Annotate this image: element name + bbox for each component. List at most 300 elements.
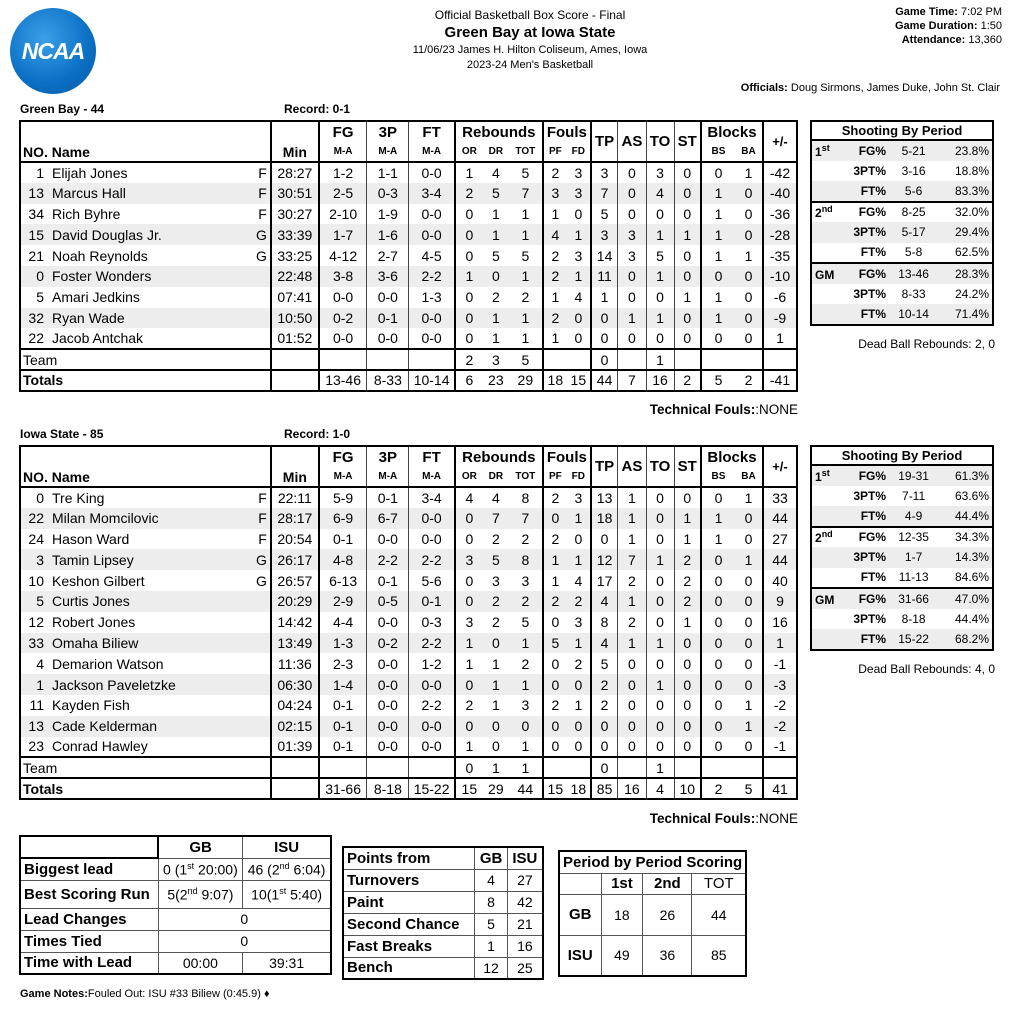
tech-value: :NONE: [755, 402, 798, 417]
player-min: 33:25: [271, 245, 319, 266]
period-score: 26: [643, 894, 692, 935]
player-fg: 6-9: [319, 508, 367, 529]
col-blocks: Blocks: [701, 446, 763, 467]
sbp-pct: 24.2%: [954, 286, 989, 301]
col-ft: FT: [409, 121, 455, 142]
player-to: 1: [646, 266, 674, 287]
player-plus-minus: -40: [763, 183, 797, 204]
player-fg: 4-4: [319, 612, 367, 633]
sbp-made-att: 31-66: [889, 588, 938, 609]
totals-dr: 23: [483, 370, 509, 391]
player-3p: 0-0: [367, 653, 409, 674]
sbp-pct: 29.4%: [954, 225, 989, 240]
team-to: 1: [646, 757, 674, 778]
sbp-made-att: 5-21: [901, 143, 926, 158]
player-pf: 2: [543, 162, 567, 183]
player-to: 1: [646, 674, 674, 695]
points-from-row: [343, 935, 543, 957]
lead-table: [19, 835, 332, 975]
player-fg: 0-2: [319, 308, 367, 329]
col-min-top: [271, 121, 319, 142]
player-ba: 0: [744, 205, 753, 222]
player-fd: 4: [574, 572, 583, 589]
player-st: 2: [674, 549, 701, 570]
player-name: Tre King: [52, 489, 105, 506]
player-bs: 1: [701, 245, 735, 266]
player-ba: 0: [744, 572, 753, 589]
sbp-stat: 3PT%: [853, 225, 887, 240]
sbp-pct: 18.8%: [954, 163, 989, 178]
player-min: 30:51: [271, 183, 319, 204]
player-fg: 0-1: [319, 695, 367, 716]
player-3p: 1-9: [367, 204, 409, 225]
player-row: [20, 487, 797, 508]
sbp-period-num: 2: [815, 531, 822, 546]
player-ba: 0: [744, 268, 753, 285]
player-as: 3: [618, 224, 646, 245]
player-number: 1: [36, 164, 44, 181]
officials-label: Officials:: [740, 82, 788, 94]
player-fd: 0: [574, 309, 583, 326]
totals-to: 4: [646, 778, 674, 799]
player-min: 28:17: [271, 508, 319, 529]
player-st: 0: [674, 245, 701, 266]
team-row-label: Team: [20, 349, 271, 370]
player-ft: 0-0: [409, 716, 455, 737]
col-blank: [20, 121, 271, 142]
times-tied-value: 0: [158, 930, 331, 952]
sbp-made-att: 13-46: [889, 263, 938, 284]
points-from-col-isu: ISU: [507, 847, 543, 869]
player-tp: 0: [591, 328, 618, 349]
period-score: 49: [601, 935, 643, 976]
totals-as: 7: [618, 370, 646, 391]
totals-st: 10: [674, 778, 701, 799]
player-ft: 4-5: [409, 245, 455, 266]
player-name-cell: [50, 653, 271, 674]
player-st: 0: [674, 674, 701, 695]
player-or: 1: [455, 737, 483, 758]
player-name: Foster Wonders: [52, 268, 152, 285]
tech-label: Technical Fouls:: [649, 811, 756, 826]
player-fg: 2-3: [319, 653, 367, 674]
player-min: 06:30: [271, 674, 319, 695]
sbp-stat: FG%: [837, 588, 889, 609]
sbp-stat: FG%: [858, 143, 887, 158]
player-row: [20, 183, 797, 204]
player-name: Jacob Antchak: [52, 330, 144, 347]
player-name-cell: [50, 287, 271, 308]
sbp-stat: 3PT%: [853, 550, 887, 565]
player-or: 3: [455, 549, 483, 570]
player-to: 0: [646, 612, 674, 633]
player-dr: 4: [491, 489, 500, 506]
player-to: 0: [646, 529, 674, 550]
period-scoring-table: [558, 850, 747, 977]
player-dr: 0: [491, 634, 500, 651]
totals-ft: 15-22: [409, 778, 455, 799]
player-tot: 5: [521, 247, 530, 264]
player-min: 20:29: [271, 591, 319, 612]
player-or: 4: [455, 487, 483, 508]
totals-ba: 2: [735, 370, 763, 391]
team-tot: 1: [509, 757, 543, 778]
player-as: 0: [618, 287, 646, 308]
player-name-cell: [50, 716, 271, 737]
points-from-row: [343, 913, 543, 935]
player-to: 0: [646, 328, 674, 349]
player-or: 0: [455, 287, 483, 308]
col-plus-minus: +/-: [763, 121, 797, 162]
period-score: 18: [601, 894, 643, 935]
player-min: 22:11: [271, 487, 319, 508]
sbp-period: [811, 609, 837, 630]
player-bs: 0: [701, 674, 735, 695]
sbp-row: [811, 263, 993, 284]
player-3p: 3-6: [367, 266, 409, 287]
player-st: 1: [674, 287, 701, 308]
player-st: 1: [674, 612, 701, 633]
player-ft: 0-0: [409, 204, 455, 225]
player-name-cell: [50, 328, 271, 349]
sbp-row: [811, 465, 993, 486]
game-notes: [20, 988, 270, 1000]
sbp-row: [811, 304, 993, 325]
player-fd: 3: [574, 489, 583, 506]
player-ft: 2-2: [409, 549, 455, 570]
totals-fd: 18: [567, 778, 591, 799]
player-tot: 2: [521, 655, 530, 672]
player-row: [20, 716, 797, 737]
sbp-row: [811, 284, 993, 305]
sbp-period-num: 1: [815, 469, 822, 484]
col-to: TO: [646, 121, 674, 162]
player-ba: 1: [744, 247, 753, 264]
player-position: G: [255, 226, 267, 243]
totals-tp: 44: [591, 370, 618, 391]
player-fg: 0-1: [319, 529, 367, 550]
player-fg: 4-12: [319, 245, 367, 266]
attendance-label: Attendance:: [901, 34, 966, 46]
player-as: 1: [618, 508, 646, 529]
player-name-cell: [50, 204, 271, 225]
player-name-cell: [50, 695, 271, 716]
player-st: 0: [674, 183, 701, 204]
player-ba: 1: [744, 551, 753, 568]
game-notes-text: Fouled Out: ISU #33 Biliew (0:45.9) ♦: [87, 988, 270, 1000]
player-pf: 0: [543, 716, 567, 737]
player-ba: 0: [744, 510, 753, 527]
sbp-pct: 68.2%: [954, 631, 989, 646]
player-as: 0: [618, 162, 646, 183]
sbp-row: [811, 243, 993, 264]
player-plus-minus: 44: [763, 549, 797, 570]
player-or: 0: [455, 508, 483, 529]
player-tp: 12: [591, 549, 618, 570]
sbp-pct: 23.8%: [954, 143, 989, 158]
period-scoring-row: [559, 935, 746, 976]
player-position: G: [255, 247, 267, 264]
player-pf: 1: [543, 204, 567, 225]
points-from-isu: 25: [507, 957, 543, 979]
sbp-period: [811, 202, 837, 223]
player-to: 0: [646, 487, 674, 508]
player-to: 5: [646, 245, 674, 266]
isu-record: Record: 1-0: [284, 427, 351, 441]
player-number: 24: [28, 530, 44, 547]
sbp-stat: FG%: [837, 263, 889, 284]
team-tot: 5: [509, 349, 543, 370]
isu-team-name: Iowa State - 85: [20, 427, 104, 441]
player-number: 0: [36, 268, 44, 285]
player-or: 3: [455, 612, 483, 633]
points-from-category: Bench: [343, 957, 475, 979]
player-tp: 18: [591, 508, 618, 529]
totals-label: Totals: [20, 370, 271, 391]
player-plus-minus: -36: [763, 204, 797, 225]
player-to: 3: [646, 162, 674, 183]
game-time-label: Game Time:: [895, 6, 958, 18]
biggest-lead-label: Biggest lead: [20, 858, 158, 880]
player-dr: 1: [491, 655, 500, 672]
player-name-cell: [50, 224, 271, 245]
player-3p: 0-1: [367, 308, 409, 329]
player-bs: 0: [701, 549, 735, 570]
player-plus-minus: -2: [763, 695, 797, 716]
lead-blank: [20, 836, 158, 858]
player-bs: 0: [701, 653, 735, 674]
player-bs: 0: [701, 328, 735, 349]
points-from-isu: 16: [507, 935, 543, 957]
player-dr: 1: [491, 330, 500, 347]
player-row: [20, 328, 797, 349]
player-tp: 0: [591, 308, 618, 329]
player-min: 11:36: [271, 653, 319, 674]
player-row: [20, 612, 797, 633]
col-fg: FG: [319, 446, 367, 467]
player-number: 23: [28, 738, 44, 755]
player-min: 02:15: [271, 716, 319, 737]
sbp-row: [811, 568, 993, 589]
player-bs: 0: [701, 737, 735, 758]
player-dr: 1: [491, 676, 500, 693]
player-3p: 0-5: [367, 591, 409, 612]
player-tp: 2: [591, 695, 618, 716]
gb-shooting-by-period: [810, 120, 994, 326]
player-ft: 0-0: [409, 224, 455, 245]
sbp-pct: 28.3%: [938, 263, 993, 284]
player-ba: 0: [744, 226, 753, 243]
time-with-lead-label: Time with Lead: [20, 952, 158, 974]
player-ft: 0-1: [409, 591, 455, 612]
sbp-pct: 47.0%: [938, 588, 993, 609]
sbp-period-num: 1: [815, 144, 822, 159]
totals-fg: 13-46: [319, 370, 367, 391]
team-row: [20, 349, 797, 370]
player-ba: 0: [744, 676, 753, 693]
col-ft-ma: M-A: [409, 142, 455, 162]
gb-dead-ball-rebounds: Dead Ball Rebounds: 2, 0: [858, 337, 995, 351]
player-fd: 2: [574, 593, 583, 610]
player-name-cell: [50, 549, 271, 570]
player-name-cell: [50, 487, 271, 508]
player-3p: 0-0: [367, 612, 409, 633]
player-as: 0: [618, 328, 646, 349]
player-pf: 1: [543, 549, 567, 570]
player-ba: 1: [744, 489, 753, 506]
totals-ft: 10-14: [409, 370, 455, 391]
player-tp: 7: [591, 183, 618, 204]
player-fd: 3: [574, 247, 583, 264]
player-ft: 1-3: [409, 287, 455, 308]
player-position: F: [258, 489, 267, 506]
player-tp: 1: [591, 287, 618, 308]
player-ba: 1: [744, 164, 753, 181]
player-3p: 0-1: [367, 487, 409, 508]
points-from-gb: 4: [475, 869, 507, 891]
season-label: 2023-24 Men's Basketball: [466, 59, 594, 71]
player-tp: 4: [591, 633, 618, 654]
sbp-period: [811, 547, 837, 568]
points-from-col-gb: GB: [475, 847, 507, 869]
sbp-period: [811, 588, 837, 609]
sbp-period-suffix: st: [821, 142, 830, 153]
officials-names: Doug Sirmons, James Duke, John St. Clair: [790, 82, 1000, 94]
best-run-label: Best Scoring Run: [20, 880, 158, 908]
player-as: 0: [618, 674, 646, 695]
player-dr: 5: [491, 551, 500, 568]
col-tp: TP: [591, 446, 618, 487]
player-name-cell: [50, 162, 271, 183]
player-fg: 3-8: [319, 266, 367, 287]
player-as: 1: [618, 633, 646, 654]
player-dr: 0: [491, 718, 500, 735]
player-fd: 3: [574, 614, 583, 631]
player-fg: 0-1: [319, 737, 367, 758]
sbp-stat: 3PT%: [853, 163, 887, 178]
player-name-cell: [50, 308, 271, 329]
player-st: 0: [674, 204, 701, 225]
player-ft: 0-3: [409, 612, 455, 633]
player-dr: 1: [491, 309, 500, 326]
player-st: 0: [674, 162, 701, 183]
player-bs: 0: [701, 716, 735, 737]
player-3p: 0-0: [367, 529, 409, 550]
points-from-row: [343, 891, 543, 913]
col-3p-ma: M-A: [367, 142, 409, 162]
player-bs: 0: [701, 570, 735, 591]
sbp-period-suffix: nd: [821, 529, 833, 540]
player-plus-minus: 40: [763, 570, 797, 591]
player-number: 10: [28, 572, 44, 589]
player-or: 1: [455, 633, 483, 654]
player-as: 0: [618, 653, 646, 674]
sbp-period: [811, 284, 837, 305]
player-min: 10:50: [271, 308, 319, 329]
totals-fd: 15: [567, 370, 591, 391]
player-row: [20, 308, 797, 329]
player-ba: 0: [744, 289, 753, 306]
player-name: David Douglas Jr.: [52, 226, 162, 243]
player-number: 12: [28, 614, 44, 631]
sbp-stat: FT%: [860, 306, 887, 321]
player-as: 1: [618, 591, 646, 612]
player-name-cell: [50, 737, 271, 758]
totals-or: 15: [455, 778, 483, 799]
player-to: 0: [646, 204, 674, 225]
col-rebounds: Rebounds: [455, 446, 543, 467]
player-row: [20, 245, 797, 266]
player-ft: 0-0: [409, 162, 455, 183]
team-dr: 3: [483, 349, 509, 370]
tech-label: Technical Fouls:: [649, 402, 756, 417]
player-tot: 2: [521, 593, 530, 610]
sbp-made-att: 4-9: [904, 508, 923, 523]
col-3p-ma: M-A: [367, 467, 409, 487]
col-bs: BS: [701, 467, 735, 487]
player-ba: 0: [744, 309, 753, 326]
player-tp: 5: [591, 204, 618, 225]
player-3p: 0-0: [367, 328, 409, 349]
sbp-period: [811, 506, 837, 527]
player-tot: 5: [521, 614, 530, 631]
sbp-period: [811, 304, 837, 325]
player-fd: 1: [574, 226, 583, 243]
player-or: 0: [455, 674, 483, 695]
time-with-lead-isu: 39:31: [243, 952, 331, 974]
lead-changes-value: 0: [158, 908, 331, 930]
col-fd: FD: [567, 467, 591, 487]
player-tot: 5: [521, 164, 530, 181]
duration-label: Game Duration:: [895, 20, 978, 32]
col-rebounds: Rebounds: [455, 121, 543, 142]
sbp-title: Shooting By Period: [811, 121, 993, 140]
player-name-cell: [50, 570, 271, 591]
col-fg-ma: M-A: [319, 467, 367, 487]
player-plus-minus: -1: [763, 737, 797, 758]
sbp-made-att: 19-31: [898, 468, 929, 483]
sbp-period: [811, 161, 837, 182]
player-pf: 2: [543, 487, 567, 508]
points-from-isu: 42: [507, 891, 543, 913]
page-title: Green Bay at Iowa State: [444, 24, 616, 41]
player-as: 2: [618, 570, 646, 591]
player-min: 33:39: [271, 224, 319, 245]
player-fg: 0-0: [319, 328, 367, 349]
player-name-cell: [50, 183, 271, 204]
player-to: 0: [646, 591, 674, 612]
player-pf: 1: [543, 328, 567, 349]
totals-plus-minus: 41: [763, 778, 797, 799]
totals-fg: 31-66: [319, 778, 367, 799]
player-dr: 2: [491, 530, 500, 547]
player-or: 0: [455, 308, 483, 329]
sbp-period: [811, 181, 837, 202]
sbp-row: [811, 202, 993, 223]
player-fd: 1: [574, 268, 583, 285]
player-pf: 2: [543, 591, 567, 612]
player-3p: 2-7: [367, 245, 409, 266]
player-tot: 1: [521, 738, 530, 755]
points-from-table: [342, 846, 544, 980]
player-pf: 0: [543, 612, 567, 633]
player-pf: 5: [543, 633, 567, 654]
player-as: 7: [618, 549, 646, 570]
sbp-period-suffix: nd: [821, 204, 833, 215]
player-number: 13: [28, 718, 44, 735]
col-or: OR: [455, 142, 483, 162]
col-no-name: NO. Name: [20, 467, 271, 487]
